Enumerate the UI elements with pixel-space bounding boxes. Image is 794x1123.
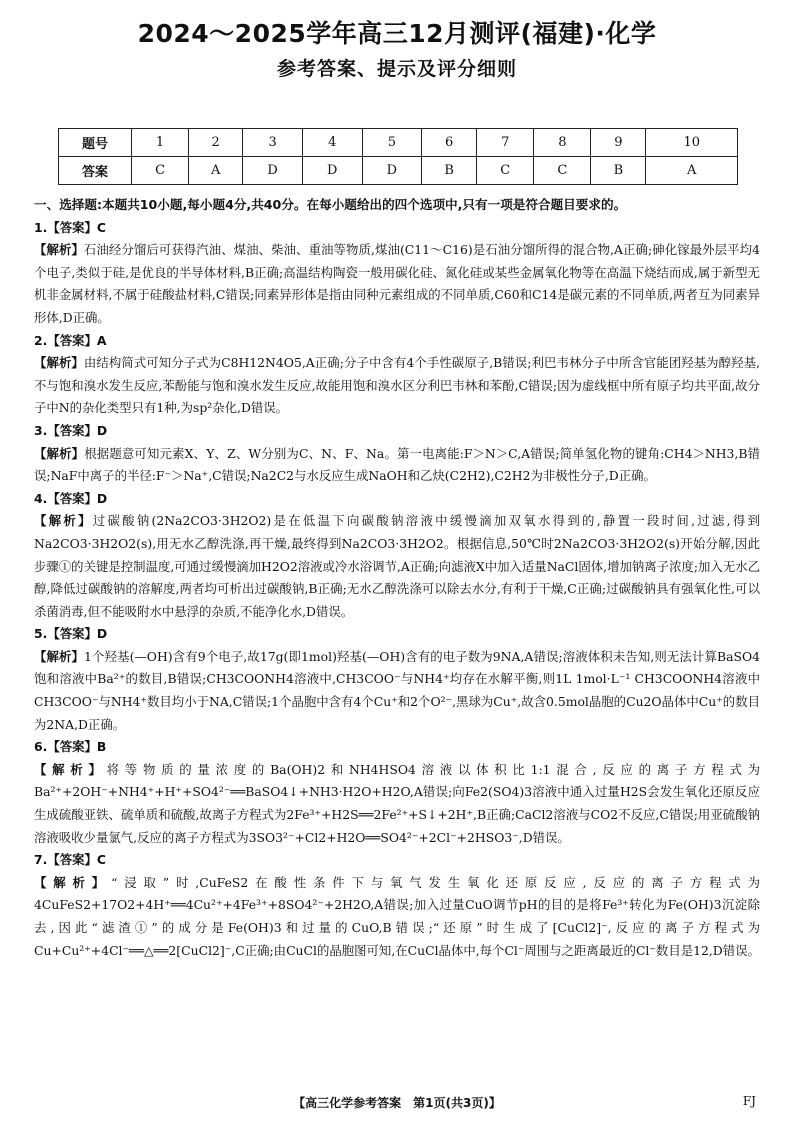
analysis-text: 由结构简式可知分子式为C8H12N4O5,A正确;分子中含有4个手性碳原子,B错误;利巴韦林分子中所含官能团羟基为醇羟基,不与饱和溴水发生反应,苯酚能与饱和溴水发生反应,故能用饱和溴水区分利巴韦林和苯酚,C错误;因为虚线框中所有原子均共平面,故分子中N的杂化类型只有1种,为sp²杂化,D错误。 bbox=[34, 355, 760, 416]
analysis-paragraph bbox=[34, 443, 760, 488]
question-number: 5 bbox=[362, 129, 422, 157]
question-number: 8 bbox=[534, 129, 591, 157]
analysis-paragraph bbox=[34, 759, 760, 849]
answer-cell: C bbox=[477, 157, 534, 185]
question-number: 9 bbox=[591, 129, 646, 157]
answer-line: 7.【答案】C bbox=[34, 852, 106, 868]
analysis-tag: 【解析】 bbox=[34, 761, 107, 777]
page-subtitle: 参考答案、提示及评分细则 bbox=[276, 58, 517, 80]
analysis-tag: 【解析】 bbox=[34, 355, 84, 371]
analysis-text: 将等物质的量浓度的Ba(OH)2和NH4HSO4溶液以体积比1:1混合,反应的离子方程式为Ba²⁺+2OH⁻+NH4⁺+H⁺+SO4²⁻══BaSO4↓+NH3·H2O+H2O,A错误;向Fe2(SO4)3溶液中通入过量H2S会发生氧化还原反应生成硫酸亚铁、硫单质和硫酸,故离子方程式为2Fe³⁺+H2S══2Fe²⁺+S↓+2H⁺,B正确;CaCl2溶液与CO2不反应,C错误;用亚硫酸钠溶液吸收少量氯气,反应的离子方程式为3SO3²⁻+Cl2+H2O══SO4²⁻+2Cl⁻+2HSO3⁻,D错误。 bbox=[34, 761, 760, 845]
answer-cell: C bbox=[534, 157, 591, 185]
question-number: 3 bbox=[243, 129, 303, 157]
question-number: 7 bbox=[477, 129, 534, 157]
question-number: 10 bbox=[646, 129, 738, 157]
row-label-answer: 答案 bbox=[59, 157, 132, 185]
answer-cell: D bbox=[362, 157, 422, 185]
answer-table bbox=[58, 128, 738, 185]
answer-line: 3.【答案】D bbox=[34, 422, 108, 438]
analysis-tag: 【解析】 bbox=[34, 648, 85, 664]
answer-cell: C bbox=[132, 157, 189, 185]
answer-line: 1.【答案】C bbox=[34, 219, 106, 235]
answer-line: 5.【答案】D bbox=[34, 626, 108, 642]
answer-line: 2.【答案】A bbox=[34, 332, 107, 348]
analysis-tag: 【解析】 bbox=[34, 874, 112, 890]
page-footer: 【高三化学参考答案 第1页(共3页)】 bbox=[293, 1096, 501, 1110]
analysis-text: “浸取”时,CuFeS2在酸性条件下与氧气发生氧化还原反应,反应的离子方程式为4CuFeS2+17O2+4H⁺══4Cu²⁺+4Fe³⁺+8SO4²⁻+2H2O,A错误;加入过量CuO调节pH的目的是将Fe³⁺转化为Fe(OH)3沉淀除去,因此“滤渣①”的成分是Fe(OH)3和过量的CuO,B错误;“还原”时生成了[CuCl2]⁻,反应的离子方程式为Cu+Cu²⁺+4Cl⁻══△══2[CuCl2]⁻,C正确;由CuCl的晶胞图可知,在CuCl晶体中,每个Cl⁻周围与之距离最近的Cl⁻数目是12,D错误。 bbox=[34, 874, 760, 958]
region-code: FJ bbox=[742, 1094, 756, 1108]
answer-line: 4.【答案】D bbox=[34, 490, 108, 506]
analysis-paragraph bbox=[34, 872, 760, 962]
analysis-text: 石油经分馏后可获得汽油、煤油、柴油、重油等物质,煤油(C11～C16)是石油分馏所得的混合物,A正确;砷化镓最外层平均4个电子,类似于硅,是优良的半导体材料,B正确;高温结构陶瓷一般用碳化硅、氮化硅或某些金属氧化物等在高温下烧结而成,属于新型无机非金属材料,不属于硅酸盐材料,C错误;同素异形体是指由同种元素组成的不同单质,C60和C14是碳元素的不同单质,两者互为同素异形体,D正确。 bbox=[34, 242, 760, 325]
question-number: 1 bbox=[132, 129, 189, 157]
question-number-row bbox=[59, 129, 738, 157]
section-heading: 一、选择题:本题共10小题,每小题4分,共40分。在每小题给出的四个选项中,只有一项是符合题目要求的。 bbox=[34, 197, 627, 212]
analysis-paragraph bbox=[34, 239, 760, 329]
answer-cell: A bbox=[646, 157, 738, 185]
question-number: 2 bbox=[189, 129, 243, 157]
analysis-paragraph bbox=[34, 510, 760, 623]
answer-line: 6.【答案】B bbox=[34, 739, 107, 755]
answer-cell: B bbox=[591, 157, 646, 185]
analysis-paragraph bbox=[34, 352, 760, 420]
analysis-tag: 【解析】 bbox=[34, 242, 84, 258]
answer-row bbox=[59, 157, 738, 185]
answer-cell: D bbox=[302, 157, 362, 185]
answer-cell: B bbox=[422, 157, 477, 185]
analysis-paragraph bbox=[34, 646, 760, 736]
page-title: 2024～2025学年高三12月测评(福建)·化学 bbox=[137, 19, 657, 48]
row-label-question: 题号 bbox=[59, 129, 132, 157]
analysis-text: 1个羟基(—OH)含有9个电子,故17g(即1mol)羟基(—OH)含有的电子数为9NA,A错误;溶液体积未告知,则无法计算BaSO4饱和溶液中Ba²⁺的数目,B错误;CH3COONH4溶液中,CH3COO⁻与NH4⁺均存在水解平衡,则1L 1mol·L⁻¹ CH3COONH4溶液中CH3COO⁻与NH4⁺数目均小于NA,C错误;1个晶胞中含有4个Cu⁺和2个O²⁻,黑球为Cu⁺,故含0.5mol晶胞的Cu2O晶体中Cu⁺的数目为2NA,D正确。 bbox=[34, 648, 760, 732]
analysis-text: 过碳酸钠(2Na2CO3·3H2O2)是在低温下向碳酸钠溶液中缓慢滴加双氧水得到的,静置一段时间,过滤,得到Na2CO3·3H2O2(s),用无水乙醇洗涤,再干燥,最终得到Na2CO3·3H2O2。根据信息,50℃时2Na2CO3·3H2O2(s)开始分解,因此步骤①的关键是控制温度,可通过缓慢滴加H2O2溶液或冷水浴调节,A正确;向滤液X中加入适量NaCl固体,增加钠离子浓度;加入无水乙醇,降低过碳酸钠的溶解度,两者均可析出过碳酸钠,B正确;无水乙醇洗涤可以除去水分,有利于干燥,C正确;过碳酸钠具有强氧化性,可以杀菌消毒,但不能吸附水中悬浮的杂质,不能净化水,D错误。 bbox=[34, 513, 761, 619]
question-number: 6 bbox=[422, 129, 477, 157]
analysis-tag: 【解析】 bbox=[34, 445, 85, 461]
analysis-tag: 【解析】 bbox=[34, 513, 93, 529]
question-number: 4 bbox=[302, 129, 362, 157]
answer-cell: D bbox=[243, 157, 303, 185]
answer-cell: A bbox=[189, 157, 243, 185]
analysis-text: 根据题意可知元素X、Y、Z、W分别为C、N、F、Na。第一电离能:F＞N＞C,A错误;简单氢化物的键角:CH4＞NH3,B错误;NaF中离子的半径:F⁻＞Na⁺,C错误;Na2C2与水反应生成NaOH和乙炔(C2H2),C2H2为非极性分子,D正确。 bbox=[34, 445, 760, 484]
solutions-body bbox=[34, 194, 760, 962]
